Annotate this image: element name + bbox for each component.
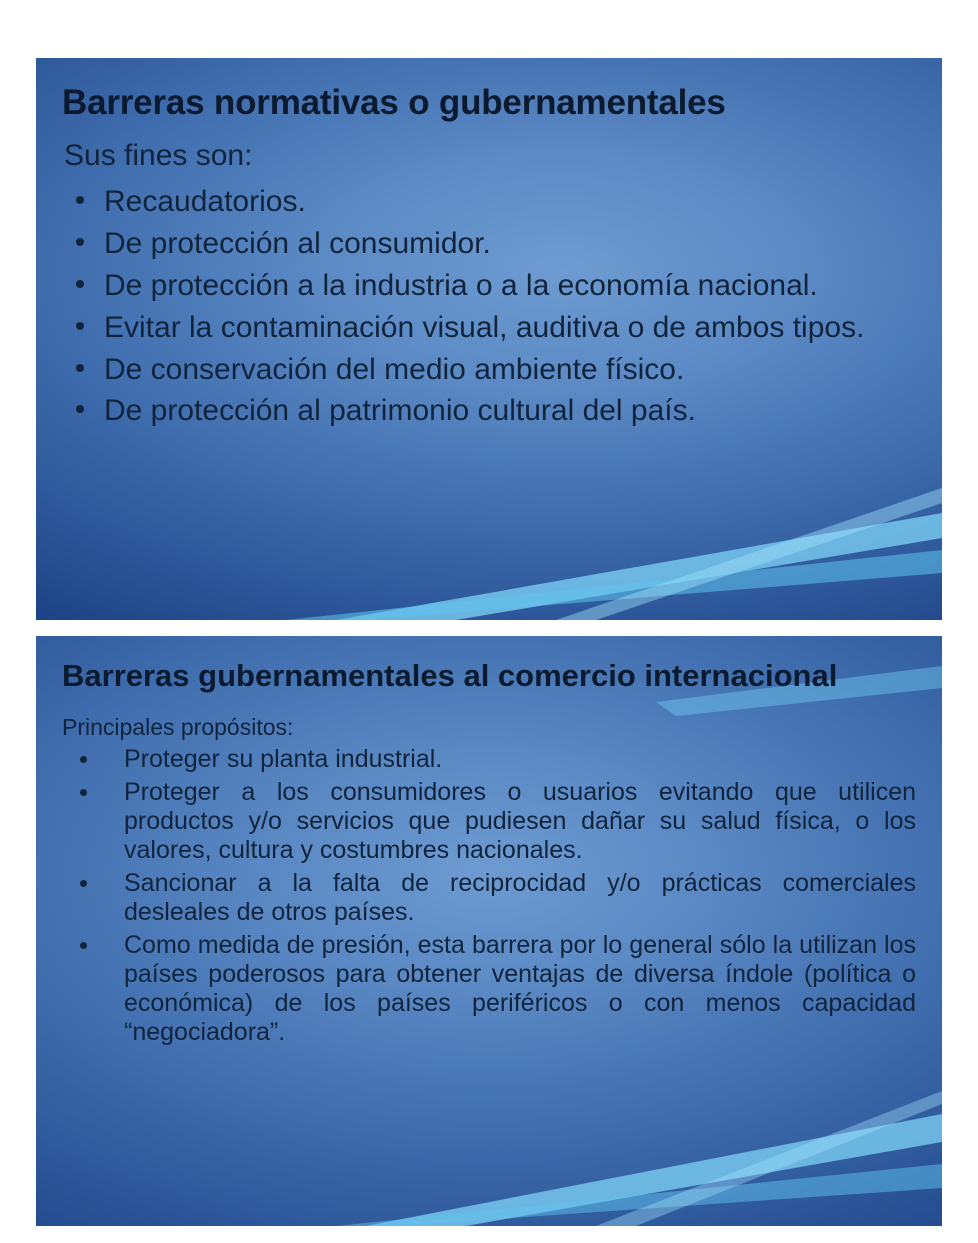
slide-barreras-normativas [36, 58, 942, 620]
list-item [62, 308, 916, 348]
list-item [62, 778, 916, 865]
list-item [62, 266, 916, 306]
slide1-body [36, 84, 942, 431]
list-item-text: Proteger su planta industrial. [124, 744, 443, 773]
bullet-icon [80, 880, 87, 887]
bullet-icon [76, 196, 84, 204]
list-item-text: De protección al consumidor. [104, 226, 491, 260]
list-item-text: De conservación del medio ambiente físico. [104, 352, 685, 386]
slide-barreras-gubernamentales [36, 636, 942, 1226]
list-item-text: De protección al patrimonio cultural del país. [104, 394, 696, 428]
list-item-text: Como medida de presión, esta barrera por lo general sólo la utilizan los países poderosos para obtener ventajas de diversa índole (política o económica) de los países periféricos o con menos capacidad “negociadora”. [124, 930, 916, 1046]
bullet-icon [80, 756, 87, 763]
slide2-bullet-list [62, 745, 916, 1047]
bullet-icon [76, 364, 84, 372]
list-item-text: De protección a la industria o a la economía nacional. [104, 268, 818, 302]
list-item-text: Evitar la contaminación visual, auditiva o de ambos tipos. [104, 310, 865, 344]
bullet-icon [76, 322, 84, 330]
list-item [62, 391, 916, 431]
list-item [62, 224, 916, 264]
slide2-title: Barreras gubernamentales al comercio internacional [62, 658, 838, 693]
list-item [62, 745, 916, 774]
list-item-text: Sancionar a la falta de reciprocidad y/o prácticas comerciales desleales de otros países. [124, 868, 916, 926]
list-item [62, 931, 916, 1047]
slide1-title: Barreras normativas o gubernamentales [62, 83, 726, 122]
slide1-intro: Sus fines son: [64, 138, 253, 172]
bullet-icon [76, 280, 84, 288]
bullet-icon [76, 238, 84, 246]
list-item-text: Recaudatorios. [104, 185, 306, 218]
slide1-bullet-list [62, 182, 916, 431]
bullet-icon [80, 942, 87, 949]
list-item-text: Proteger a los consumidores o usuarios evitando que utilicen productos y/o servicios que pudiesen dañar su salud física, o los valores, cultura y costumbres nacionales. [124, 777, 916, 864]
list-item [62, 350, 916, 390]
list-item [62, 182, 916, 222]
bullet-icon [80, 789, 87, 796]
slide2-intro: Principales propósitos: [62, 713, 294, 740]
bullet-icon [76, 405, 84, 413]
list-item [62, 869, 916, 927]
slide2-body [36, 658, 942, 1047]
